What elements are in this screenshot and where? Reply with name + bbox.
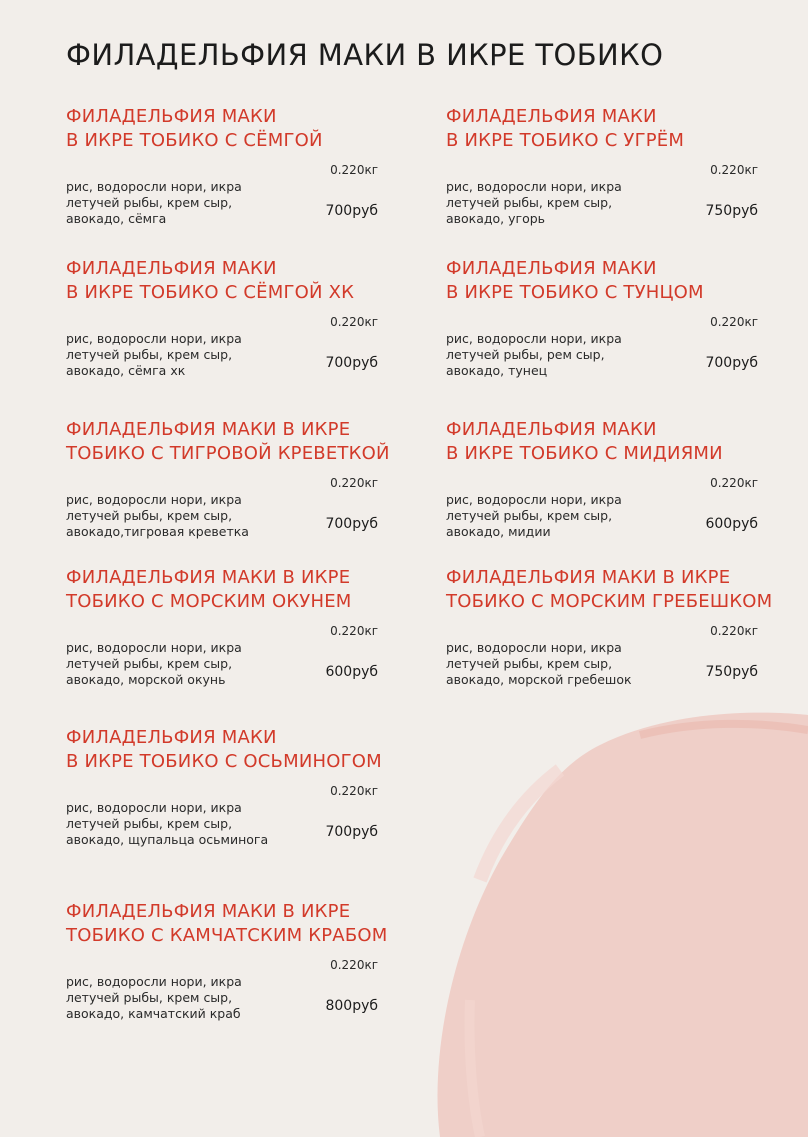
item-title-line: В ИКРЕ ТОБИКО С ТУНЦОМ [446, 282, 704, 303]
item-title [66, 726, 382, 774]
item-title [66, 105, 378, 153]
description-line: летучей рыбы, крем сыр, [446, 508, 613, 523]
description-line: рис, водоросли нори, икра [446, 331, 622, 346]
item-title-line: ФИЛАДЕЛЬФИЯ МАКИ [446, 106, 657, 127]
item-title-line: ФИЛАДЕЛЬФИЯ МАКИ В ИКРЕ [66, 901, 351, 922]
description-line: авокадо, щупальца осьминога [66, 832, 269, 847]
menu-item [66, 418, 390, 539]
description-line: рис, водоросли нори, икра [66, 331, 242, 346]
item-description [446, 331, 622, 379]
item-description [66, 640, 242, 688]
item-price: 700руб [325, 355, 378, 371]
item-title-line: ФИЛАДЕЛЬФИЯ МАКИ [66, 727, 277, 748]
item-price: 750руб [705, 203, 758, 219]
item-description [66, 179, 242, 227]
description-line: летучей рыбы, крем сыр, [66, 195, 233, 210]
item-description [66, 331, 242, 379]
description-line: рис, водоросли нори, икра [66, 179, 242, 194]
item-price: 700руб [705, 355, 758, 371]
item-price: 750руб [705, 664, 758, 680]
description-line: летучей рыбы, крем сыр, [66, 816, 233, 831]
item-title-line: В ИКРЕ ТОБИКО С МИДИЯМИ [446, 443, 723, 464]
item-title-line: В ИКРЕ ТОБИКО С СЁМГОЙ [66, 130, 323, 151]
page-title: ФИЛАДЕЛЬФИЯ МАКИ В ИКРЕ ТОБИКО [66, 38, 664, 72]
description-line: авокадо, тунец [446, 363, 548, 378]
description-line: авокадо, мидии [446, 524, 551, 539]
description-line: авокадо, морской окунь [66, 672, 226, 687]
description-line: авокадо, морской гребешок [446, 672, 632, 687]
menu-item [446, 566, 773, 687]
description-line: летучей рыбы, крем сыр, [66, 508, 233, 523]
item-weight: 0.220кг [330, 163, 378, 177]
item-title-line: В ИКРЕ ТОБИКО С ОСЬМИНОГОМ [66, 751, 382, 772]
item-weight: 0.220кг [710, 476, 758, 490]
item-price: 700руб [325, 516, 378, 532]
item-title-line: ФИЛАДЕЛЬФИЯ МАКИ [66, 258, 277, 279]
item-description [446, 640, 632, 688]
description-line: рис, водоросли нори, икра [66, 492, 242, 507]
item-title-line: ТОБИКО С МОРСКИМ ОКУНЕМ [66, 591, 352, 612]
item-description [66, 974, 242, 1022]
description-line: летучей рыбы, крем сыр, [446, 656, 613, 671]
description-line: авокадо,тигровая креветка [66, 524, 249, 539]
menu-item [446, 257, 758, 378]
item-weight: 0.220кг [710, 315, 758, 329]
item-price: 600руб [325, 664, 378, 680]
item-title [66, 900, 388, 948]
item-description [446, 179, 622, 227]
item-title-line: ФИЛАДЕЛЬФИЯ МАКИ В ИКРЕ [446, 567, 731, 588]
item-description [66, 800, 268, 848]
item-title [66, 566, 378, 614]
description-line: рис, водоросли нори, икра [66, 800, 242, 815]
menu-item [446, 418, 758, 539]
item-title [446, 257, 758, 305]
item-title-line: ФИЛАДЕЛЬФИЯ МАКИ [66, 106, 277, 127]
item-title-line: ТОБИКО С МОРСКИМ ГРЕБЕШКОМ [446, 591, 773, 612]
item-title-line: В ИКРЕ ТОБИКО С СЁМГОЙ ХК [66, 282, 355, 303]
item-title-line: ТОБИКО С КАМЧАТСКИМ КРАБОМ [66, 925, 388, 946]
description-line: авокадо, сёмга [66, 211, 167, 226]
item-description [446, 492, 622, 540]
description-line: рис, водоросли нори, икра [66, 640, 242, 655]
item-weight: 0.220кг [330, 315, 378, 329]
item-title [446, 418, 758, 466]
item-title-line: ФИЛАДЕЛЬФИЯ МАКИ [446, 419, 657, 440]
item-weight: 0.220кг [330, 784, 378, 798]
item-price: 600руб [705, 516, 758, 532]
menu-item [66, 900, 388, 1021]
menu-item [66, 566, 378, 687]
item-title-line: ФИЛАДЕЛЬФИЯ МАКИ В ИКРЕ [66, 419, 351, 440]
menu-item [66, 257, 378, 378]
item-price: 700руб [325, 824, 378, 840]
item-title [446, 566, 773, 614]
description-line: летучей рыбы, крем сыр, [66, 656, 233, 671]
item-weight: 0.220кг [330, 476, 378, 490]
description-line: летучей рыбы, крем сыр, [446, 195, 613, 210]
item-title-line: ФИЛАДЕЛЬФИЯ МАКИ [446, 258, 657, 279]
description-line: авокадо, угорь [446, 211, 546, 226]
item-description [66, 492, 249, 540]
item-title [66, 418, 390, 466]
description-line: летучей рыбы, рем сыр, [446, 347, 605, 362]
item-title-line: ФИЛАДЕЛЬФИЯ МАКИ В ИКРЕ [66, 567, 351, 588]
item-price: 800руб [325, 998, 378, 1014]
menu-item [446, 105, 758, 226]
item-title-line: В ИКРЕ ТОБИКО С УГРЁМ [446, 130, 685, 151]
item-weight: 0.220кг [330, 958, 378, 972]
item-weight: 0.220кг [330, 624, 378, 638]
description-line: рис, водоросли нори, икра [66, 974, 242, 989]
description-line: летучей рыбы, крем сыр, [66, 990, 233, 1005]
description-line: рис, водоросли нори, икра [446, 179, 622, 194]
item-title [66, 257, 378, 305]
item-weight: 0.220кг [710, 624, 758, 638]
menu-item [66, 726, 382, 847]
description-line: авокадо, сёмга хк [66, 363, 186, 378]
description-line: рис, водоросли нори, икра [446, 640, 622, 655]
item-weight: 0.220кг [710, 163, 758, 177]
item-title-line: ТОБИКО С ТИГРОВОЙ КРЕВЕТКОЙ [66, 443, 390, 464]
description-line: летучей рыбы, крем сыр, [66, 347, 233, 362]
item-price: 700руб [325, 203, 378, 219]
description-line: рис, водоросли нори, икра [446, 492, 622, 507]
menu-item [66, 105, 378, 226]
description-line: авокадо, камчатский краб [66, 1006, 241, 1021]
item-title [446, 105, 758, 153]
